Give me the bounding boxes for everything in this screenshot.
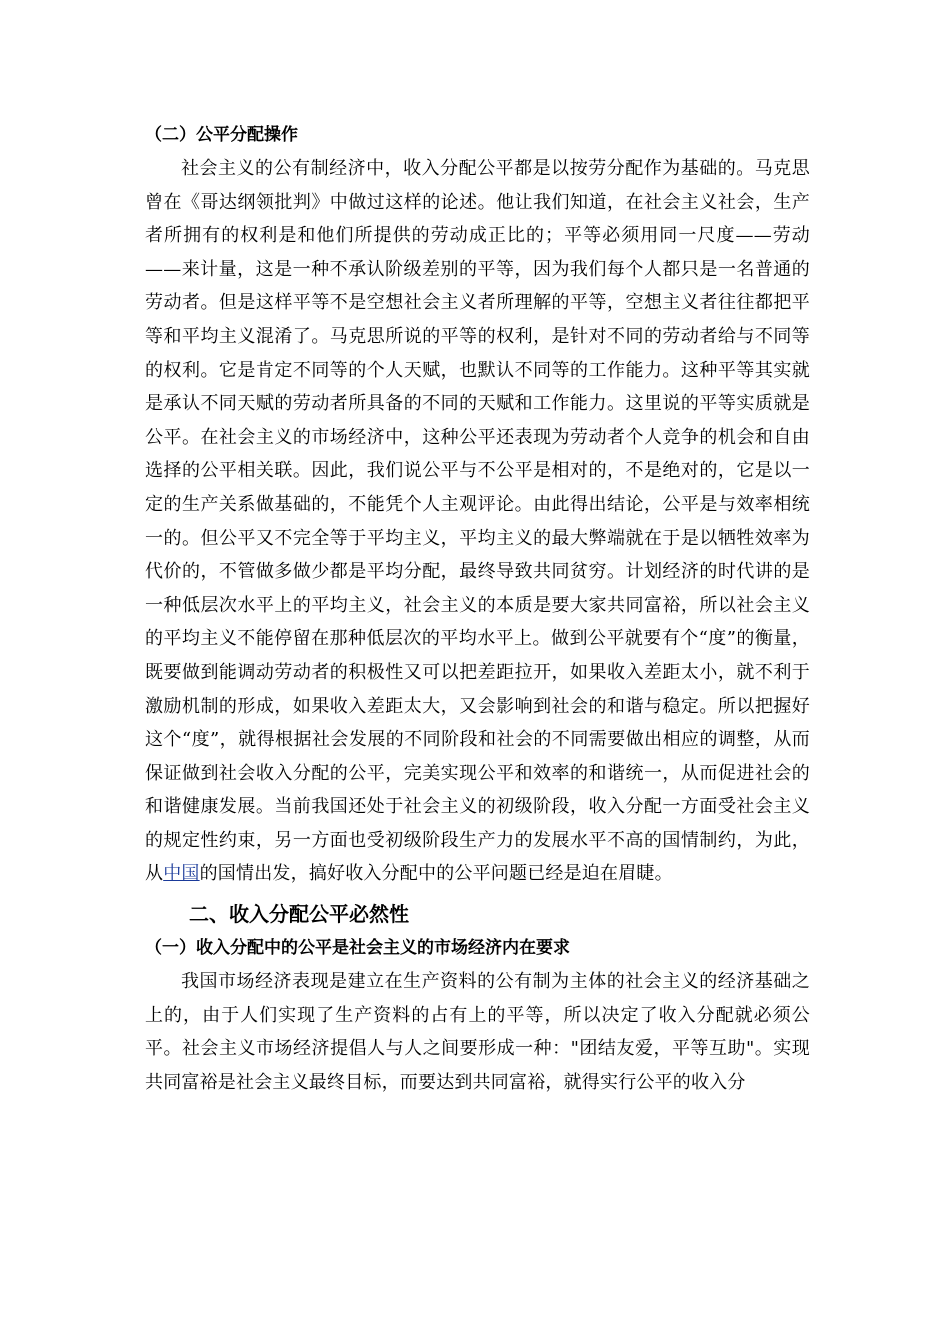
document-page bbox=[145, 120, 810, 1099]
section-heading-inner-requirement: （一）收入分配中的公平是社会主义的市场经济内在要求 bbox=[145, 938, 570, 959]
paragraph-inner-requirement: 我国市场经济表现是建立在生产资料的公有制为主体的社会主义的经济基础之上的，由于人们实现了生产资料的占有上的平等，所以决定了收入分配就必须公平。社会主义市场经济提倡人与人之间要形成一种："团结友爱，平等互助"。实现共同富裕是社会主义最终目标，而要达到共同富裕，就得实行公平的收入分 bbox=[145, 971, 810, 1093]
section-heading-fair-distribution: （二）公平分配操作 bbox=[145, 125, 298, 145]
link-china[interactable]: 中国 bbox=[163, 863, 200, 885]
paragraph-fair-distribution bbox=[145, 152, 810, 891]
chapter-heading-necessity: 二、收入分配公平必然性 bbox=[189, 902, 409, 927]
paragraph-text-part1: 社会主义的公有制经济中，收入分配公平都是以按劳分配作为基础的。马克思曾在《哥达纲领批判》中做过这样的论述。他让我们知道，在社会主义社会，生产者所拥有的权利是和他们所提供的劳动成正比的；平等必须用同一尺度——劳动——来计量，这是一种不承认阶级差别的平等，因为我们每个人都只是一名普通的劳动者。但是这样平等不是空想社会主义者所理解的平等，空想主义者往往都把平等和平均主义混淆了。马克思所说的平等的权利，是针对不同的劳动者给与不同等的权利。它是肯定不同等的个人天赋，也默认不同等的工作能力。这种平等其实就是承认不同天赋的劳动者所具备的不同的天赋和工作能力。这里说的平等实质就是公平。在社会主义的市场经济中，这种公平还表现为劳动者个人竞争的机会和自由选择的公平相关联。因此，我们说公平与不公平是相对的，不是绝对的，它是以一定的生产关系做基础的，不能凭个人主观评论。由此得出结论，公平是与效率相统一的。但公平又不完全等于平均主义，平均主义的最大弊端就在于是以牺牲效率为代价的，不管做多做少都是平均分配，最终导致共同贫穷。计划经济的时代讲的是一种低层次水平上的平均主义，社会主义的本质是要大家共同富裕，所以社会主义的平均主义不能停留在那种低层次的平均水平上。做到公平就要有个“度”的衡量，既要做到能调动劳动者的积极性又可以把差距拉开，如果收入差距太小，就不利于激励机制的形成，如果收入差距太大，又会影响到社会的和谐与稳定。所以把握好这个“度”，就得根据社会发展的不同阶段和社会的不同需要做出相应的调整，从而保证做到社会收入分配的公平，完美实现公平和效率的和谐统一，从而促进社会的和谐健康发展。当前我国还处于社会主义的初级阶段，收入分配一方面受社会主义的规定性约束，另一方面也受初级阶段生产力的发展水平不高的国情制约，为此，从 bbox=[145, 158, 810, 885]
paragraph-text-part2: 的国情出发，搞好收入分配中的公平问题已经是迫在眉睫。 bbox=[199, 863, 673, 885]
